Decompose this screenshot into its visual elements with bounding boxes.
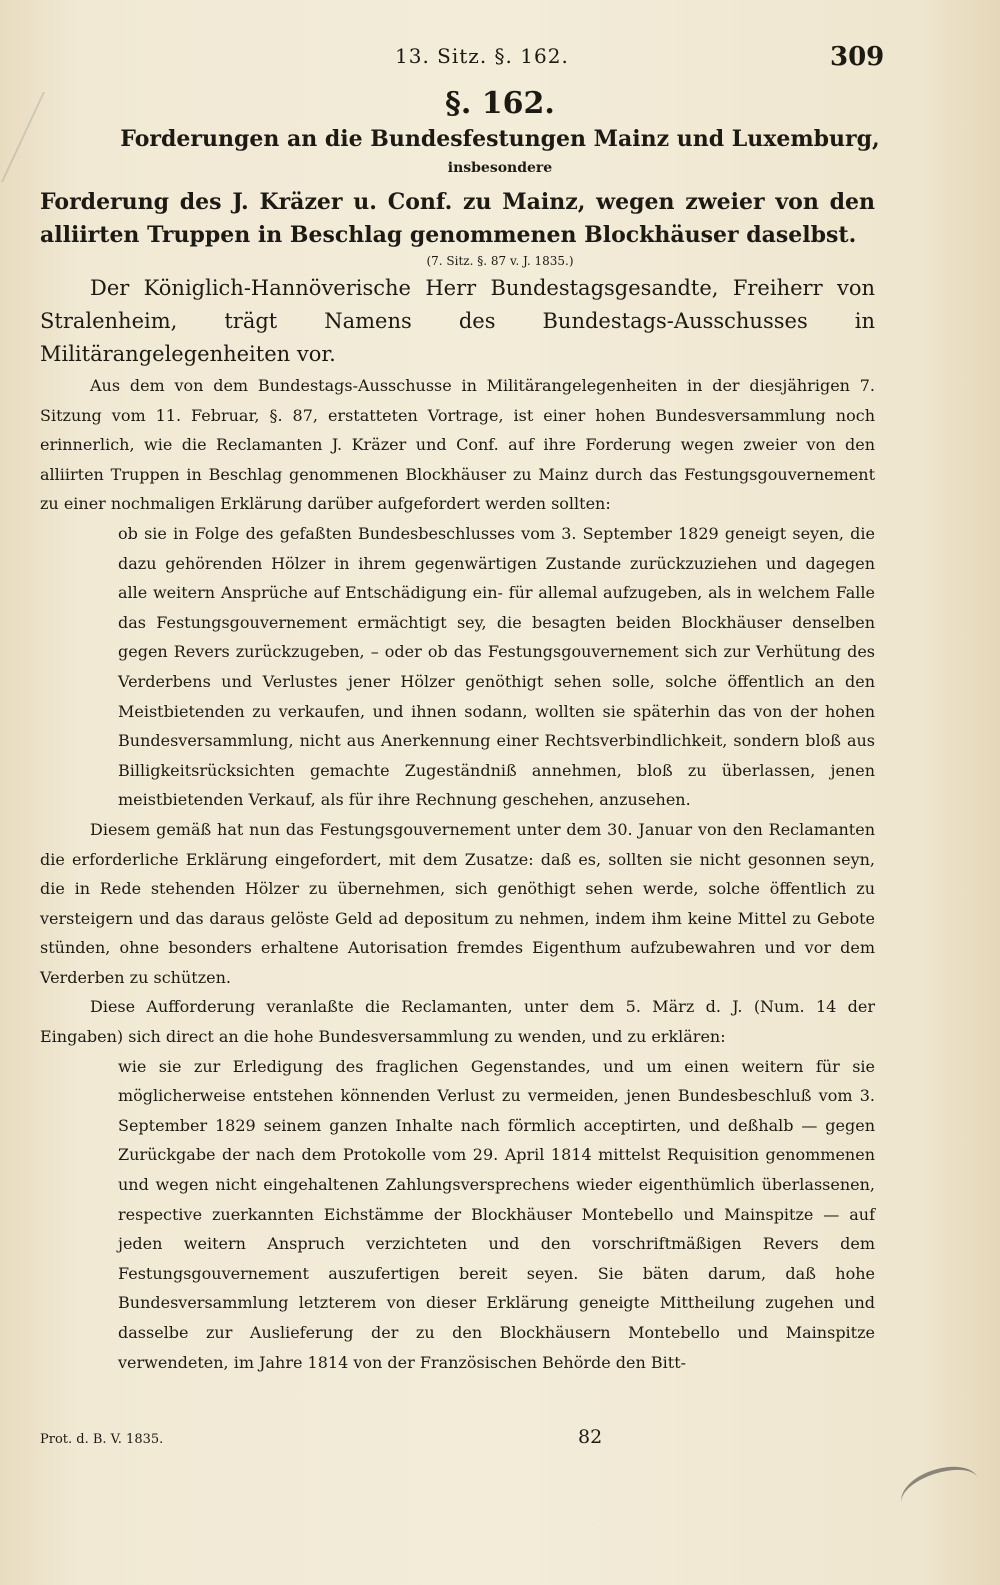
section-title: Forderungen an die Bundesfestungen Mainz und Luxemburg, [120,126,880,152]
paragraph: Diesem gemäß hat nun das Festungsgouvernement unter dem 30. Januar von den Reclamanten die erforderliche Erklärung eingefordert, mit dem Zusatze: daß es, sollten sie nicht gesonnen seyn, die in Rede stehenden Hölzer zu übernehmen, sich genöthigt sehen werde, solche öffentlich zu versteigern und das daraus gelöste Geld ad depositum zu nehmen, indem ihm keine Mittel zu Gebote stünden, ohne besonders erhaltene Autorisation fremdes Eigenthum aufzubewahren und vor dem Verderben zu schützen. [40,819,875,987]
section-number: §. 162. [445,86,555,121]
page-number: 309 [830,42,885,72]
protocol-reference: Prot. d. B. V. 1835. [40,1432,164,1447]
running-head: 13. Sitz. §. 162. [395,44,569,68]
paragraph: Aus dem von dem Bundestags-Ausschusse in Militärangelegenheiten in der diesjährigen 7. Sitzung vom 11. Februar, §. 87, erstatteten Vortrage, ist einer hohen Bundesversammlung noch erinnerlich, wie die Reclamanten J. Kräzer und Conf. auf ihre Forderung wegen zweier von den alliirten Truppen in Beschlag genommenen Blockhäuser zu Mainz durch das Festungsgouvernement zu einer nochmaligen Erklärung darüber aufgefordert werden sollten: [40,376,875,514]
paragraph: Diese Aufforderung veranlaßte die Reclamanten, unter dem 5. März d. J. (Num. 14 der Eingaben) sich direct an die hohe Bundesversammlung zu wenden, und zu erklären: [40,997,875,1047]
citation: (7. Sitz. §. 87 v. J. 1835.) [426,254,574,268]
page-header [0,44,1000,78]
paragraph-intro: Der Königlich-Hannöverische Herr Bundestagsgesandte, Freiherr von Stralenheim, trägt Namens des Bundestags-Ausschusses in Militärangelegenheiten vor. [40,276,875,366]
quoted-paragraph: wie sie zur Erledigung des fraglichen Gegenstandes, und um einen weitern für sie möglicherweise entstehen könnenden Verlust zu vermeiden, jenen Bundesbeschluß vom 3. September 1829 seinem ganzen Inhalte nach förmlich acceptirten, und deßhalb — gegen Zurückgabe der nach dem Protokolle vom 29. April 1814 mittelst Requisition genommenen und wegen nicht eingehaltenen Zahlungsversprechens wieder eigenthümlich überlassenen, respective zuerkannten Eichstämme der Blockhäuser Montebello und Mainspitze — auf jeden weitern Anspruch verzichteten und den vorschriftmäßigen Revers dem Festungsgouvernement auszufertigen bereit seyen. Sie bäten darum, daß hohe Bundesversammlung letzterem von dieser Erklärung geneigte Mittheilung zugehen und dasselbe zur Auslieferung der zu den Blockhäusern Montebello und Mainspitze verwendeten, im Jahre 1814 von der Französischen Behörde den Bitt- [118,1056,875,1372]
section-subtitle: insbesondere [447,160,553,176]
section-heading-detail: Forderung des J. Kräzer u. Conf. zu Mainz, wegen zweier von den alliirten Truppen in Beschlag genommenen Blockhäuser daselbst. [40,189,875,248]
body-text [40,272,875,1377]
sheet-signature: 82 [578,1426,603,1448]
corner-smudge [895,1458,985,1525]
quoted-paragraph: ob sie in Folge des gefaßten Bundesbeschlusses vom 3. September 1829 geneigt seyen, die dazu gehörenden Hölzer in ihrem gegenwärtigen Zustande zurückzuziehen und dagegen alle weitern Ansprüche auf Entschädigung ein- für allemal aufzugeben, als in welchem Falle das Festungsgouvernement ermächtigt sey, die besagten beiden Blockhäuser denselben gegen Revers zurückzugeben, – oder ob das Festungsgouvernement sich zur Verhütung des Verderbens und Verlustes jener Hölzer genöthigt sehen solle, solche öffentlich an den Meistbietenden zu verkaufen, und ihnen sodann, wollten sie späterhin das von der hohen Bundesversammlung, nicht aus Anerkennung einer Rechtsverbindlichkeit, sondern bloß aus Billigkeitsrücksichten gemachte Zugeständniß annehmen, bloß zu überlassen, jenen meistbietenden Verkauf, als für ihre Rechnung geschehen, anzusehen. [118,523,875,810]
